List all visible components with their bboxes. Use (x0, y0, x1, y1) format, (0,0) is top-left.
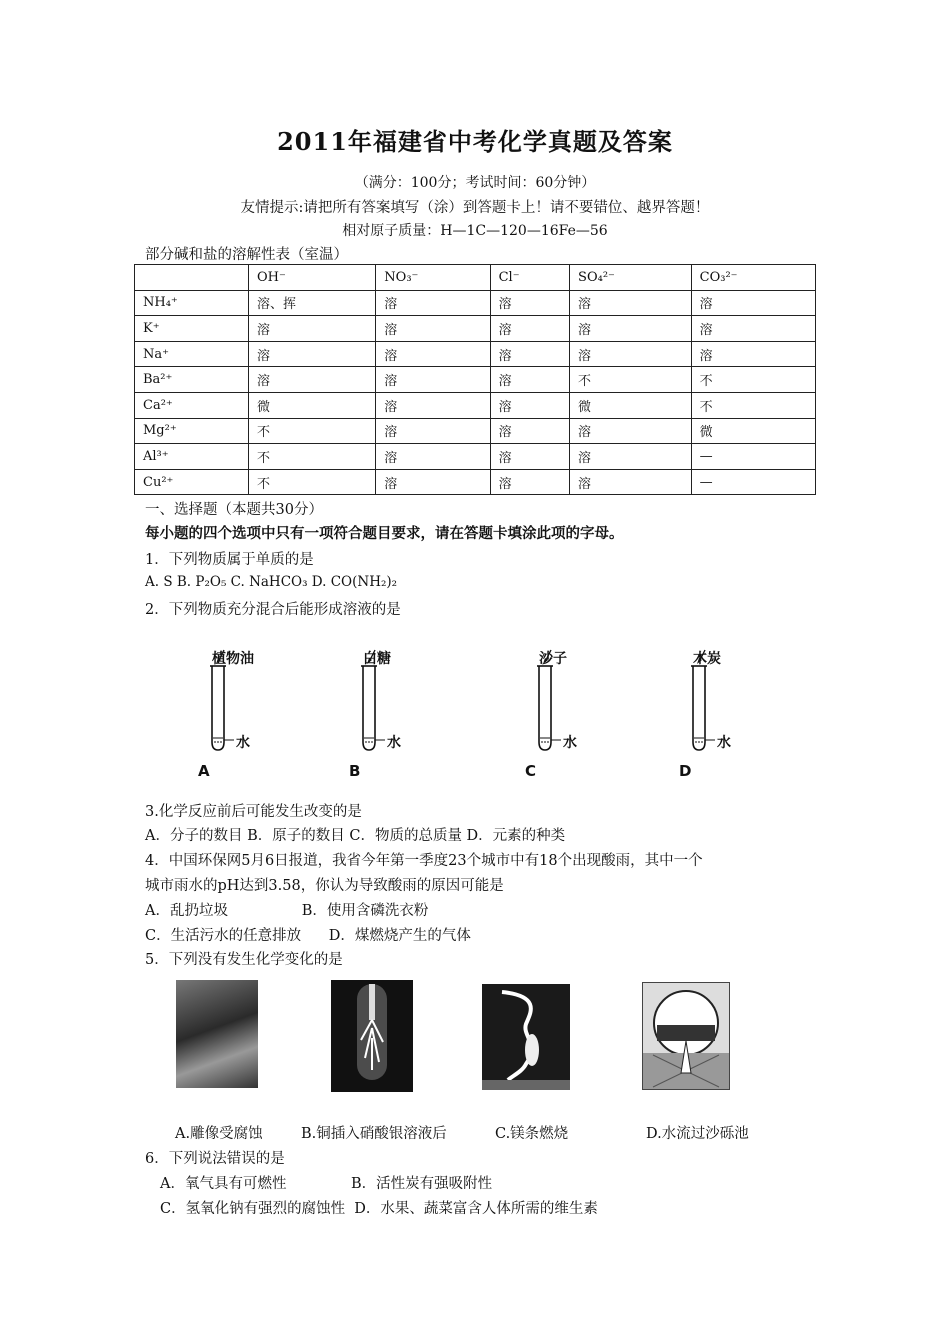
table-header-cell (135, 265, 249, 291)
table-cell: 溶 (691, 341, 815, 367)
score-time: （满分：100分；考试时间：60分钟） (354, 175, 596, 191)
table-cell: 溶 (376, 418, 490, 444)
table-cell: 溶 (490, 341, 569, 367)
table-ion-cell: Cu²⁺ (135, 469, 249, 495)
tube-water-label: 水 (563, 735, 577, 751)
table-cell: 溶 (570, 469, 692, 495)
table-cell: 溶 (490, 444, 569, 470)
tube-water-label: 水 (387, 735, 401, 751)
table-header-cell: SO₄²⁻ (570, 265, 692, 291)
sand-filter-pool-photo (642, 982, 730, 1090)
q5-caption-b: B.铜插入硝酸银溶液后 (301, 1126, 447, 1142)
table-cell: 溶、挥 (249, 290, 376, 316)
table-cell: 溶 (570, 341, 692, 367)
table-cell: 溶 (570, 290, 692, 316)
tube-substance-label: 白糖 (363, 651, 391, 667)
tube-substance-label: 沙子 (539, 651, 567, 667)
q1-options: A. S B. P₂O₅ C. NaHCO₃ D. CO(NH₂)₂ (145, 574, 398, 590)
table-caption: 部分碱和盐的溶解性表（室温） (145, 247, 348, 263)
table-ion-cell: Ca²⁺ (135, 392, 249, 418)
table-row (135, 418, 816, 444)
page-title: 2011年福建省中考化学真题及答案 (277, 127, 673, 156)
table-cell: 溶 (490, 316, 569, 342)
table-header-cell: CO₃²⁻ (691, 265, 815, 291)
q3-options: A．分子的数目 B．原子的数目 C．物质的总质量 D．元素的种类 (145, 828, 566, 844)
table-cell: 溶 (691, 290, 815, 316)
table-cell: 溶 (570, 444, 692, 470)
table-ion-cell: Mg²⁺ (135, 418, 249, 444)
tube-water-label: 水 (236, 735, 250, 751)
table-cell: 溶 (249, 341, 376, 367)
table-cell: 溶 (376, 469, 490, 495)
table-row (135, 316, 816, 342)
table-cell: 不 (570, 367, 692, 393)
table-header-cell: OH⁻ (249, 265, 376, 291)
table-cell: 溶 (490, 392, 569, 418)
table-cell: 溶 (376, 367, 490, 393)
table-cell: 溶 (249, 316, 376, 342)
table-cell: 不 (249, 444, 376, 470)
q5-caption-a: A.雕像受腐蚀 (175, 1126, 263, 1142)
magnesium-burning-photo (482, 984, 570, 1090)
q4-options-ab: A．乱扔垃圾 B．使用含磷洗衣粉 (145, 903, 429, 919)
solubility-table (134, 264, 816, 495)
statue-corrosion-photo (176, 980, 258, 1088)
tube-substance-label: 植物油 (212, 651, 254, 667)
q6-options-ab: A．氧气具有可燃性 B．活性炭有强吸附性 (160, 1176, 493, 1192)
table-cell: 溶 (570, 316, 692, 342)
table-header-cell: Cl⁻ (490, 265, 569, 291)
section-heading: 一、选择题（本题共30分） (145, 502, 323, 518)
q4-stem-1: 4．中国环保网5月6日报道，我省今年第一季度23个城市中有18个出现酸雨，其中一个 (145, 853, 703, 869)
table-header-row (135, 265, 816, 291)
q6-options-cd: C．氢氧化钠有强烈的腐蚀性 D．水果、蔬菜富含人体所需的维生素 (160, 1201, 598, 1217)
table-cell: 溶 (249, 367, 376, 393)
table-cell: 溶 (376, 392, 490, 418)
table-cell: 溶 (570, 418, 692, 444)
table-cell: 溶 (376, 444, 490, 470)
q1-stem: 1．下列物质属于单质的是 (145, 552, 314, 568)
table-ion-cell: Al³⁺ (135, 444, 249, 470)
exam-tip: 友情提示:请把所有答案填写（涂）到答题卡上！请不要错位、越界答题！ (240, 200, 710, 216)
table-row (135, 392, 816, 418)
table-row (135, 444, 816, 470)
table-row (135, 367, 816, 393)
table-cell: 不 (249, 418, 376, 444)
q6-stem: 6．下列说法错误的是 (145, 1151, 285, 1167)
tube-water-label: 水 (717, 735, 731, 751)
table-ion-cell: NH₄⁺ (135, 290, 249, 316)
tube-option-letter: B (349, 762, 361, 780)
tube-option-letter: A (198, 762, 210, 780)
table-cell: 溶 (490, 367, 569, 393)
table-cell: 溶 (376, 290, 490, 316)
table-cell: 溶 (490, 290, 569, 316)
copper-in-silver-nitrate-photo (331, 980, 413, 1092)
q3-stem: 3.化学反应前后可能发生改变的是 (145, 804, 362, 820)
table-ion-cell: Ba²⁺ (135, 367, 249, 393)
table-cell: 微 (570, 392, 692, 418)
table-cell: 溶 (376, 316, 490, 342)
tube-option-letter: C (525, 762, 537, 780)
table-row (135, 341, 816, 367)
table-cell: — (691, 444, 815, 470)
table-cell: 不 (249, 469, 376, 495)
table-cell: — (691, 469, 815, 495)
table-row (135, 290, 816, 316)
q5-caption-c: C.镁条燃烧 (495, 1126, 569, 1142)
q5-stem: 5．下列没有发生化学变化的是 (145, 952, 343, 968)
filter-diagram-icon (643, 983, 729, 1089)
table-ion-cell: Na⁺ (135, 341, 249, 367)
q2-stem: 2．下列物质充分混合后能形成溶液的是 (145, 602, 401, 618)
table-ion-cell: K⁺ (135, 316, 249, 342)
q5-caption-d: D.水流过沙砾池 (646, 1126, 749, 1142)
table-cell: 不 (691, 392, 815, 418)
table-cell: 溶 (490, 418, 569, 444)
table-cell: 溶 (490, 469, 569, 495)
atomic-mass: 相对原子质量：H—1C—120—16Fe—56 (342, 223, 608, 239)
table-cell: 溶 (376, 341, 490, 367)
table-header-cell: NO₃⁻ (376, 265, 490, 291)
table-cell: 不 (691, 367, 815, 393)
q4-stem-2: 城市雨水的pH达到3.58，你认为导致酸雨的原因可能是 (145, 878, 504, 894)
table-cell: 微 (691, 418, 815, 444)
q4-options-cd: C．生活污水的任意排放 D．煤燃烧产生的气体 (145, 928, 471, 944)
table-cell: 微 (249, 392, 376, 418)
tube-option-letter: D (679, 762, 692, 780)
test-tube-crystals-icon (331, 980, 413, 1092)
section-instruction: 每小题的四个选项中只有一项符合题目要求，请在答题卡填涂此项的字母。 (145, 525, 624, 542)
tube-substance-label: 木炭 (693, 651, 721, 667)
table-row (135, 469, 816, 495)
table-cell: 溶 (691, 316, 815, 342)
flame-icon (482, 984, 570, 1090)
